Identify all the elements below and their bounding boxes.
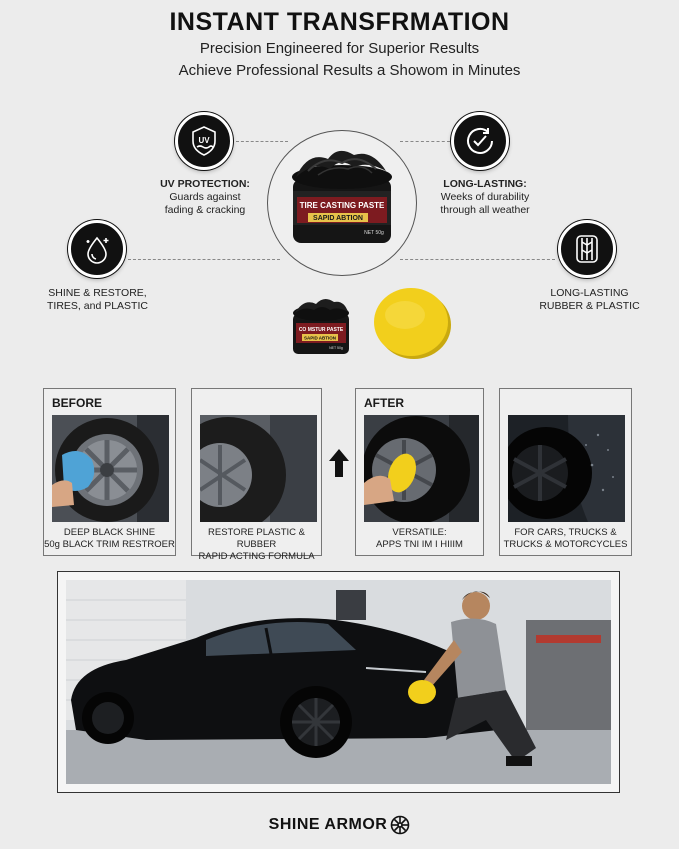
connector-line <box>400 259 555 260</box>
panel-caption <box>500 527 631 551</box>
panel-caption-line2: TRUCKS & MOTORCYCLES <box>503 538 628 550</box>
wheel-logo-icon <box>390 815 410 835</box>
feature-uv-label <box>140 178 270 217</box>
feature-shine-line1: SHINE & RESTORE, <box>48 287 147 299</box>
feature-rubber-label <box>527 287 652 313</box>
feature-longlasting-line2: through all weather <box>440 204 530 217</box>
feature-uv-line1: Guards against <box>169 191 241 204</box>
jar-label-weight: NET 50g <box>364 230 384 236</box>
page-title: INSTANT TRANSFRMATION <box>169 8 510 36</box>
subtitle-secondary: Achieve Professional Results a Showom in Minutes <box>178 62 521 79</box>
product-hero-ring <box>267 130 417 276</box>
tire-tread-icon <box>558 220 616 278</box>
small-jar-image <box>290 296 352 358</box>
panel-caption-line1: DEEP BLACK SHINE <box>63 527 156 538</box>
panel-vehicles <box>499 388 632 556</box>
panel-caption-line2: 50g BLACK TRIM RESTROER <box>44 538 175 550</box>
small-jar-label-weight: NET 50g <box>329 346 343 350</box>
panel-caption-line1: RESTORE PLASTIC & RUBBER <box>208 527 305 550</box>
arrow-up-icon <box>328 447 350 479</box>
uv-shield-icon <box>175 112 233 170</box>
small-jar-label-sub: SAPID ABTION <box>303 335 337 341</box>
feature-uv-title: UV PROTECTION: <box>160 178 250 190</box>
restore-tire-image <box>200 415 317 522</box>
brand-footer <box>0 815 679 835</box>
feature-longlasting-line1: Weeks of durability <box>440 191 530 204</box>
feature-shine-line2: TIRES, and PLASTIC <box>47 300 148 313</box>
connector-line <box>128 259 280 260</box>
panel-title: AFTER <box>364 396 404 410</box>
panel-caption-line2: APPS TNI IM I HIIIM <box>376 538 463 550</box>
feature-longlasting-title: LONG-LASTING: <box>443 178 527 190</box>
feature-uv-line2: fading & cracking <box>164 204 246 217</box>
panel-caption <box>356 527 483 551</box>
feature-rubber-line1: LONG-LASTING <box>550 287 629 299</box>
svg-text:UV: UV <box>198 136 210 145</box>
panel-restore <box>191 388 322 562</box>
panel-after <box>355 388 484 556</box>
after-tire-image <box>364 415 479 522</box>
feature-longlasting-label <box>420 178 550 217</box>
yellow-sponge-image <box>372 285 452 361</box>
panel-caption-line2: RAPID ACTING FORMULA <box>198 550 315 562</box>
panel-caption <box>192 527 321 563</box>
panel-before <box>43 388 176 556</box>
garage-photo <box>66 580 611 784</box>
feature-shine-label <box>35 287 160 313</box>
feature-rubber-line2: RUBBER & PLASTIC <box>539 300 640 313</box>
jar-label-main: TIRE CASTING PASTE <box>299 201 385 210</box>
droplet-sparkle-icon <box>68 220 126 278</box>
jar-label-sub: SAPID ABTION <box>313 215 363 222</box>
brand-name: SHINE ARMOR <box>268 816 388 833</box>
before-tire-image <box>52 415 169 522</box>
panel-caption <box>44 527 175 551</box>
subtitle-primary: Precision Engineered for Superior Results <box>199 40 480 57</box>
panel-caption-line1: VERSATILE: <box>392 527 447 538</box>
panel-caption-line1: FOR CARS, TRUCKS & <box>514 527 617 538</box>
checkmark-icon <box>451 112 509 170</box>
small-jar-label-main: CO MSTUR PASTE <box>298 327 344 333</box>
garage-photo-frame <box>57 571 620 793</box>
vehicle-tire-image <box>508 415 625 522</box>
hero-jar-image <box>268 131 418 277</box>
panel-title: BEFORE <box>52 396 103 410</box>
